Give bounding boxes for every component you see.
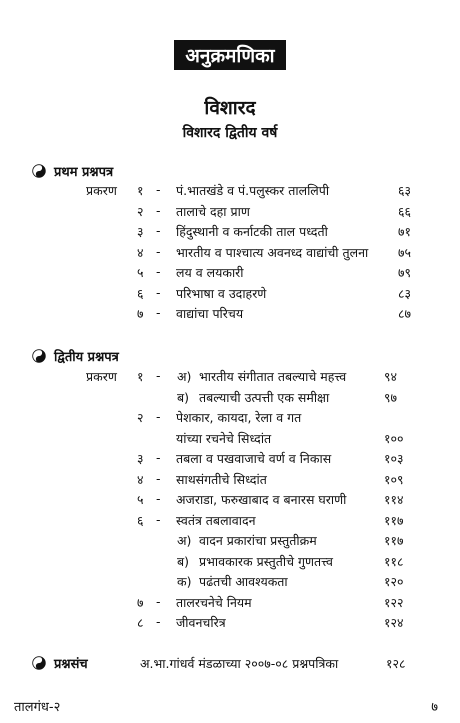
chapter-title: लय व लयकारी [176,265,244,280]
toc-row [0,614,460,634]
chapter-title: वादन प्रकारांचा प्रस्तुतीक्रम [199,533,317,548]
chapter-title: स्वतंत्र तबलावादन [176,512,256,528]
footer-book-title: तालगंध-२ [14,700,61,715]
toc-row [0,553,460,573]
separator-dash: - [156,284,161,300]
section-2-header [32,347,119,365]
chapter-number: २ [137,410,144,425]
separator-dash: - [156,614,161,629]
chapter-number: ३ [137,451,144,466]
page-number: ११८ [384,553,404,569]
chapter-title: पेशकार, कायदा, रेला व गत [176,410,302,425]
toc-row [0,594,460,614]
chapter-title: वाद्यांचा परिचय [176,306,244,321]
page-number: ६३ [398,183,412,198]
page-number: १२८ [386,656,406,671]
chapter-title: अजराडा, फरुखाबाद व बनारस घराणी [176,492,347,507]
toc-row [0,368,460,388]
toc-row [0,223,460,243]
separator-dash: - [156,223,161,238]
toc-row [0,450,460,470]
chapter-title: पढंतची आवश्यकता [199,574,288,589]
yin-yang-icon [32,164,46,178]
toc-row [0,389,460,409]
chapter-title: साथसंगतीचे सिध्दांत [176,471,267,487]
separator-dash: - [156,368,161,383]
chapter-title: भारतीय संगीतात तबल्याचे महत्त्व [199,369,347,384]
page-number: १२० [384,574,404,589]
sub-item-marker: अ) [177,533,192,548]
page-number: १०० [384,430,404,446]
chapter-number: ५ [137,492,144,507]
separator-dash: - [156,264,161,279]
separator-dash: - [156,450,161,465]
chapter-title: हिंदुस्थानी व कर्नाटकी ताल पध्दती [176,224,328,239]
page-number: ८३ [398,285,412,301]
chapter-title: प्रभावकारक प्रस्तुतीचे गुणतत्त्व [199,553,333,569]
separator-dash: - [156,305,161,320]
separator-dash: - [156,491,161,506]
page-number: ७१ [398,224,412,239]
sub-heading: विशारद द्वितीय वर्ष [182,125,278,141]
toc-row [0,430,460,450]
page-number: ८७ [398,306,412,321]
footer-page-number: ७ [431,700,438,715]
separator-dash: - [156,511,161,527]
sub-item-marker: क) [177,574,192,589]
chapter-title: यांच्या रचनेचे सिध्दांत [176,430,272,446]
toc-row [0,491,460,511]
separator-dash: - [156,593,161,609]
toc-row [0,264,460,284]
chapter-number: ४ [137,471,144,487]
toc-row [0,244,460,264]
section-3-title: प्रश्नसंच [54,657,88,672]
chapter-number: १ [137,369,144,384]
page-number: १२२ [384,594,404,610]
chapter-title: पं.भातखंडे व पं.पलुस्कर ताललिपी [176,183,330,198]
chapter-number: ८ [137,615,144,630]
chapter-title: परिभाषा व उदाहरणे [176,285,267,301]
chapter-title: तबल्याची उत्पत्ती एक समीक्षा [199,389,330,405]
page-number: ११४ [384,492,404,507]
section-1-title: प्रथम प्रश्नपत्र [54,165,114,180]
page-number: १०९ [384,471,404,487]
separator-dash: - [156,470,161,486]
prakaran-label: प्रकरण [86,183,117,198]
chapter-number: ४ [137,244,144,260]
chapter-title: भारतीय व पाश्चात्य अवनध्द वाद्यांची तुलना [176,244,369,260]
main-heading: विशारद [204,97,256,119]
page-number: ११७ [384,533,404,548]
toc-row [0,409,460,429]
question-set-text: अ.भा.गांधर्व मंडळाच्या २००७-०८ प्रश्नपत्रिका [140,656,339,671]
page-number: ९४ [384,369,398,384]
sub-item-marker: ब) [177,553,190,569]
yin-yang-icon [32,349,46,363]
page-number: १२४ [384,615,404,630]
toc-row [0,471,460,491]
page-title: अनुक्रमणिका [174,40,286,70]
sub-item-marker: अ) [177,369,192,384]
toc-row [0,182,460,202]
separator-dash: - [156,409,161,424]
toc-row [0,305,460,325]
toc-row [0,203,460,223]
separator-dash: - [156,243,161,259]
chapter-number: ६ [137,512,144,528]
toc-row [0,573,460,593]
chapter-number: ३ [137,224,144,239]
toc-row [0,285,460,305]
chapter-title: जीवनचरित्र [176,615,226,630]
chapter-number: ७ [137,594,144,610]
chapter-number: ६ [137,285,144,301]
page-number: १०३ [384,451,404,466]
sub-item-marker: ब) [177,389,190,405]
chapter-number: ७ [137,306,144,321]
prakaran-label: प्रकरण [86,369,117,384]
chapter-number: ५ [137,265,144,280]
toc-row [0,532,460,552]
section-2-title: द्वितीय प्रश्नपत्र [54,350,119,365]
toc-row [0,512,460,532]
page-number: ९७ [384,389,398,405]
separator-dash: - [156,182,161,197]
page-number: ७९ [398,265,412,280]
separator-dash: - [156,202,161,218]
section-1-header [32,162,113,180]
section-3-row [0,655,460,675]
chapter-title: तालाचे दहा प्राण [176,203,250,219]
chapter-number: १ [137,183,144,198]
page-number: ७५ [398,244,412,260]
page-number: ११७ [384,512,404,528]
page-number: ६६ [398,203,412,219]
chapter-number: २ [137,203,144,219]
chapter-title: तालरचनेचे नियम [176,594,252,610]
chapter-title: तबला व पखवाजाचे वर्ण व निकास [176,451,332,466]
